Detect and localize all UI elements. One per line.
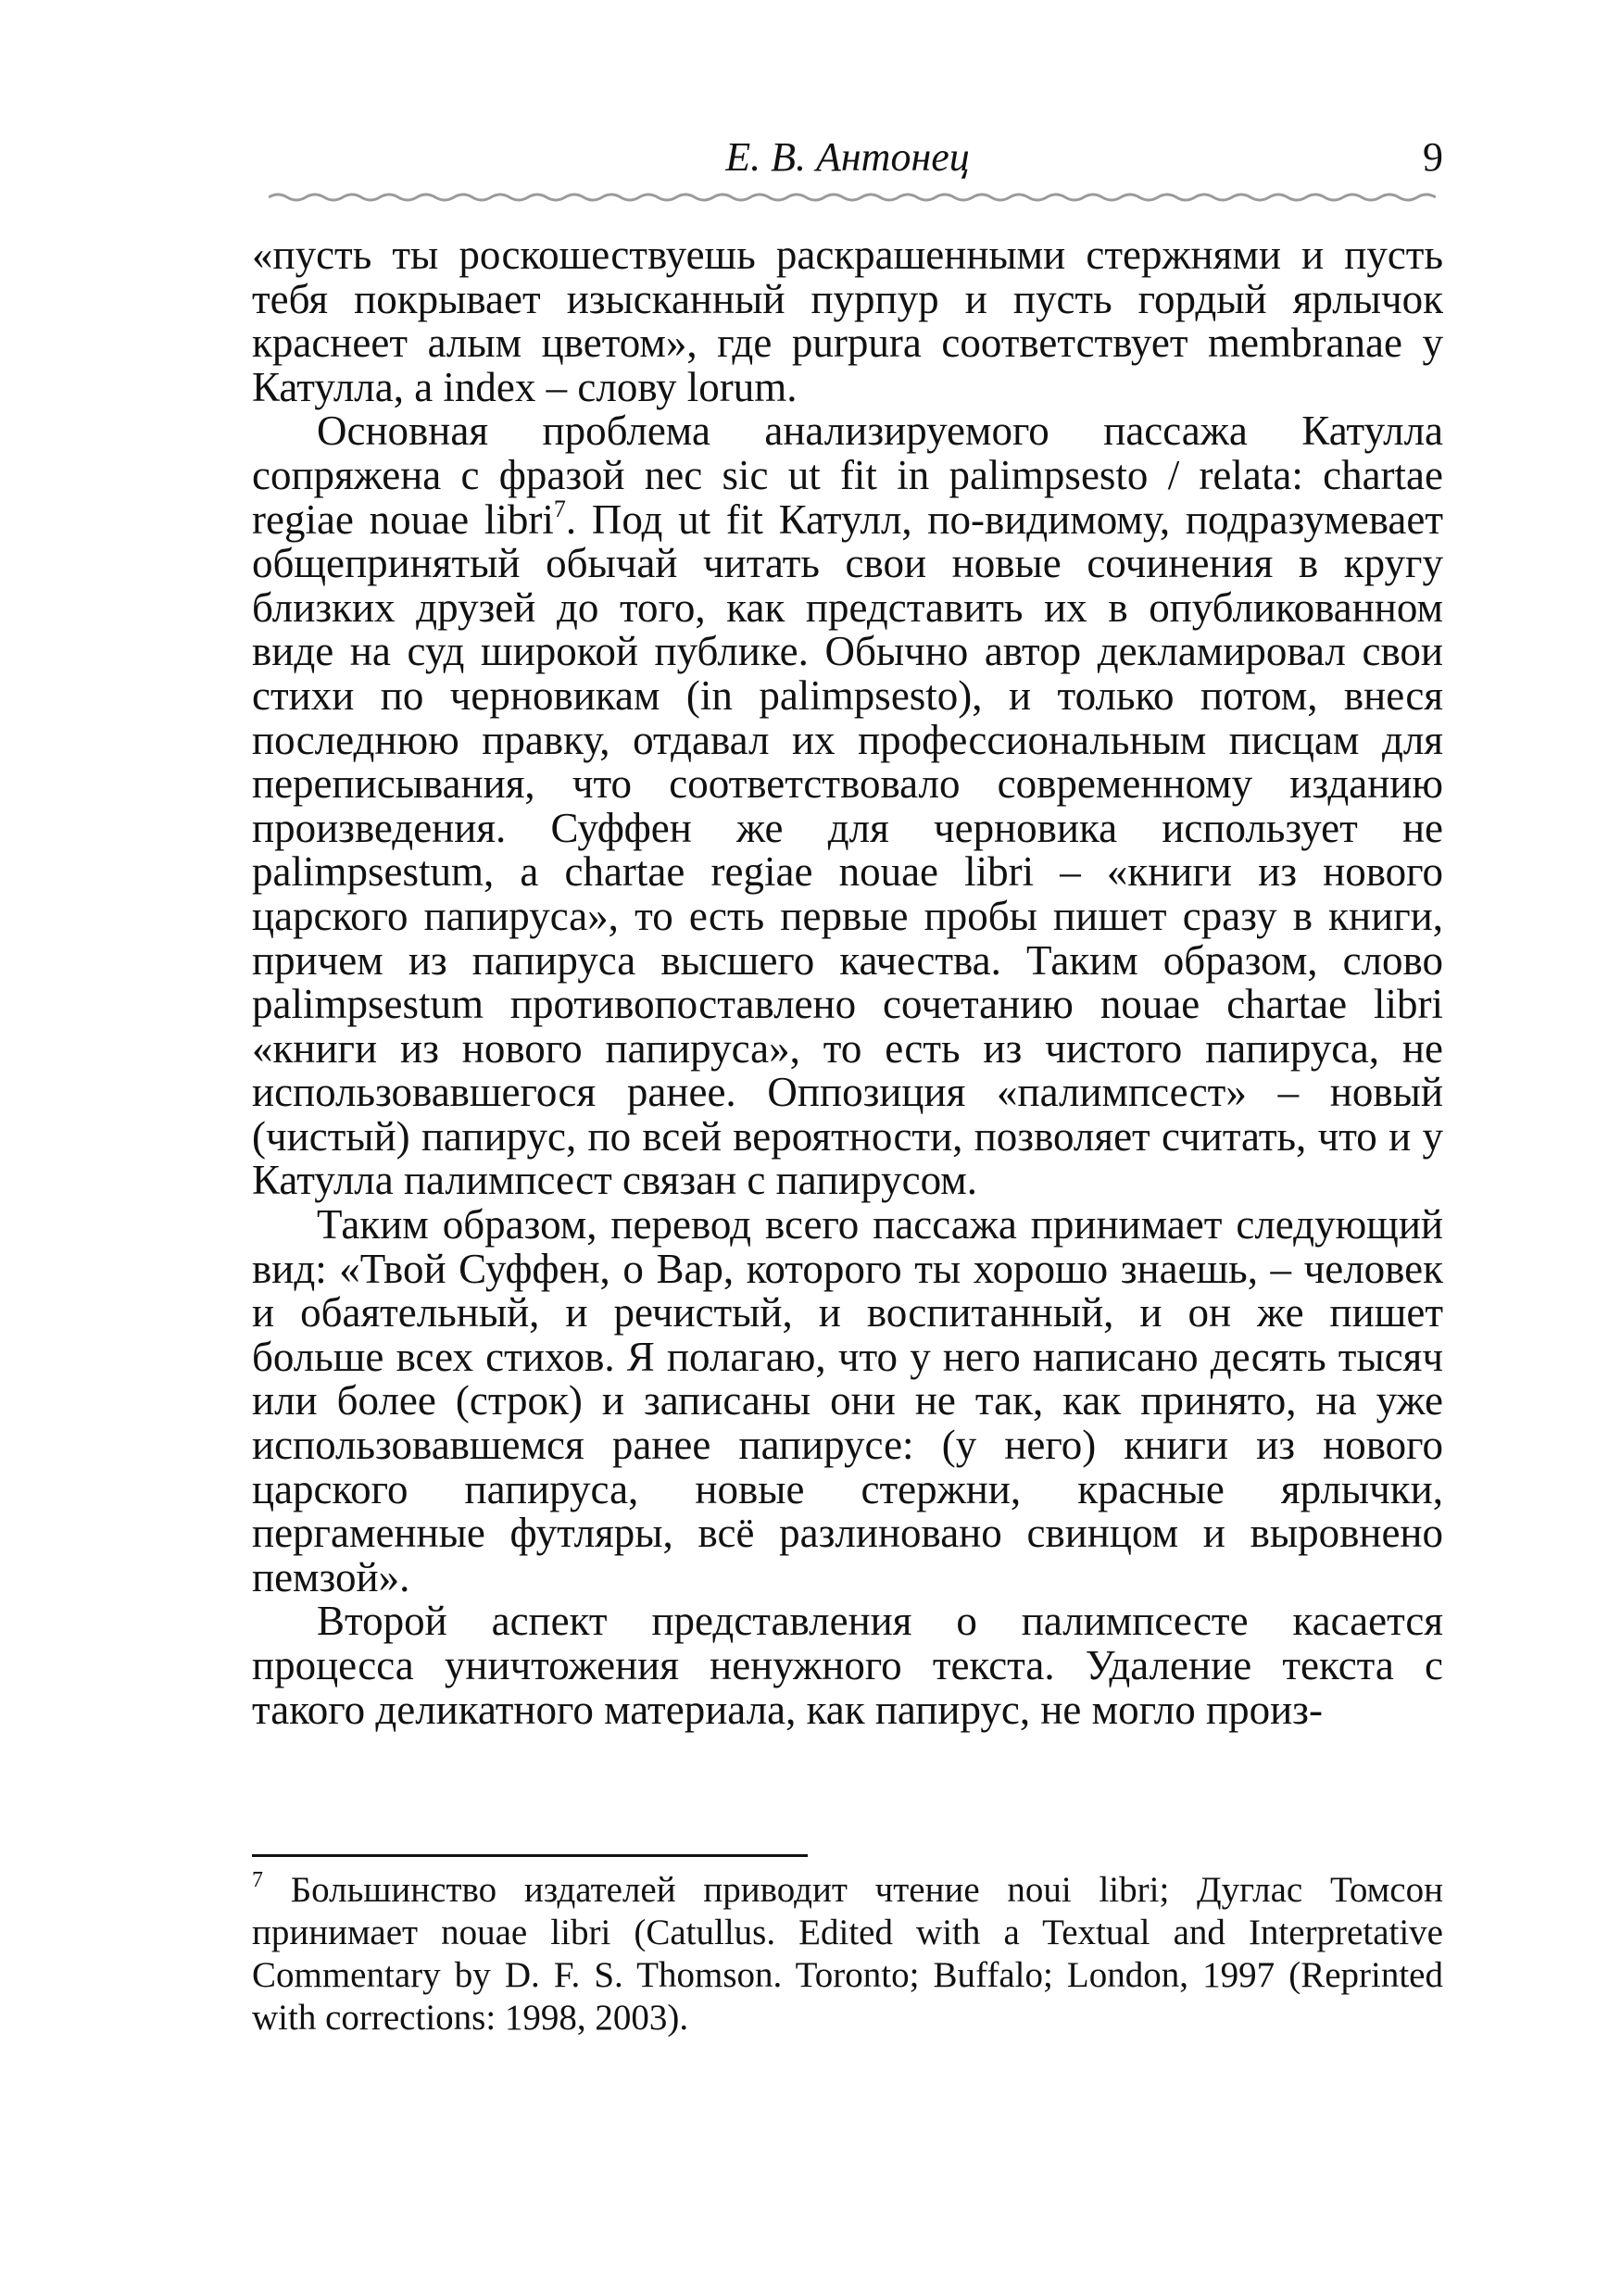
paragraph-4: Второй аспект представления о палимпсесте касается процесса уничтожения ненужного текста. Удаление текста с такого деликатного материала, как папирус, не могло произ- [252, 1598, 1443, 1733]
footnote-separator [252, 1854, 808, 1857]
page-number: 9 [1423, 134, 1443, 180]
paragraph-3: Таким образом, перевод всего пассажа принимает следующий вид: «Твой Суффен, о Вар, которого ты хорошо знаешь, – человек и обаятельный, и речистый, и воспитанный, и он же пишет больше всех стихов. Я полагаю, что у него написано десять тысяч или более (строк) и записаны они не так, как принято, на уже использовавшемся ранее папирусе: (у него) книги из нового царского папируса, новые стержни, красные ярлычки, пергаменные футляры, всё разлиновано свинцом и выровнено пемзой». [252, 1201, 1443, 1600]
ornamental-rule [269, 189, 1436, 202]
footnote [252, 1869, 1443, 2039]
body-text [252, 233, 1443, 1732]
running-head-author: Е. В. Антонец [725, 134, 970, 180]
paragraph-2-text-after: . Под ut fit Катулл, по-видимому, подразумевает общепринятый обычай читать свои новые сочинения в кругу близких друзей до того, как представить их в опубликованном виде на суд широкой публике. Обычно автор декламировал свои стихи по черновикам (in palimpsesto), и только потом, внеся последнюю правку, отдавал их профессиональным писцам для переписывания, что соответствовало современному изданию произведения. Суффен же для черновика использует не palimpsestum, а chartae regiae nouae libri – «книги из нового царского папируса», то есть первые пробы пишет сразу в книги, причем из папируса высшего качества. Таким образом, слово palimpsestum противопоставлено сочетанию nouae chartae libri «книги из нового папируса», то есть из чистого папируса, не использовавшегося ранее. Оппозиция «палимпсест» – новый (чистый) папирус, по всей вероятности, позволяет считать, что и у Катулла палимпсест связан с папирусом. [252, 496, 1443, 1204]
paragraph-2 [252, 409, 1443, 1203]
footnote-reference[interactable]: 7 [553, 495, 566, 522]
paragraph-2-text-before: Основная проблема анализируемого пассажа Катулла сопряжена с фразой nec sic ut fit in palimpsesto / relata: chartae regiae nouae libri [252, 408, 1443, 543]
footnote-number: 7 [252, 1868, 263, 1892]
footnote-text: Большинство издателей приводит чтение noui libri; Дуглас Томсон принимает nouae libri (Catullus. Edited with a Textual and Interpretative Commentary by D. F. S. Thomson. Toronto; Buffalo; London, 1997 (Reprinted with corrections: 1998, 2003). [252, 1870, 1443, 2038]
paragraph-1: «пусть ты роскошествуешь раскрашенными стержнями и пусть тебя покрывает изысканный пурпур и пусть гордый ярлычок краснеет алым цветом», где purpura соответствует membranae у Катулла, а index – слову lorum. [252, 232, 1443, 410]
running-head [252, 130, 1443, 185]
